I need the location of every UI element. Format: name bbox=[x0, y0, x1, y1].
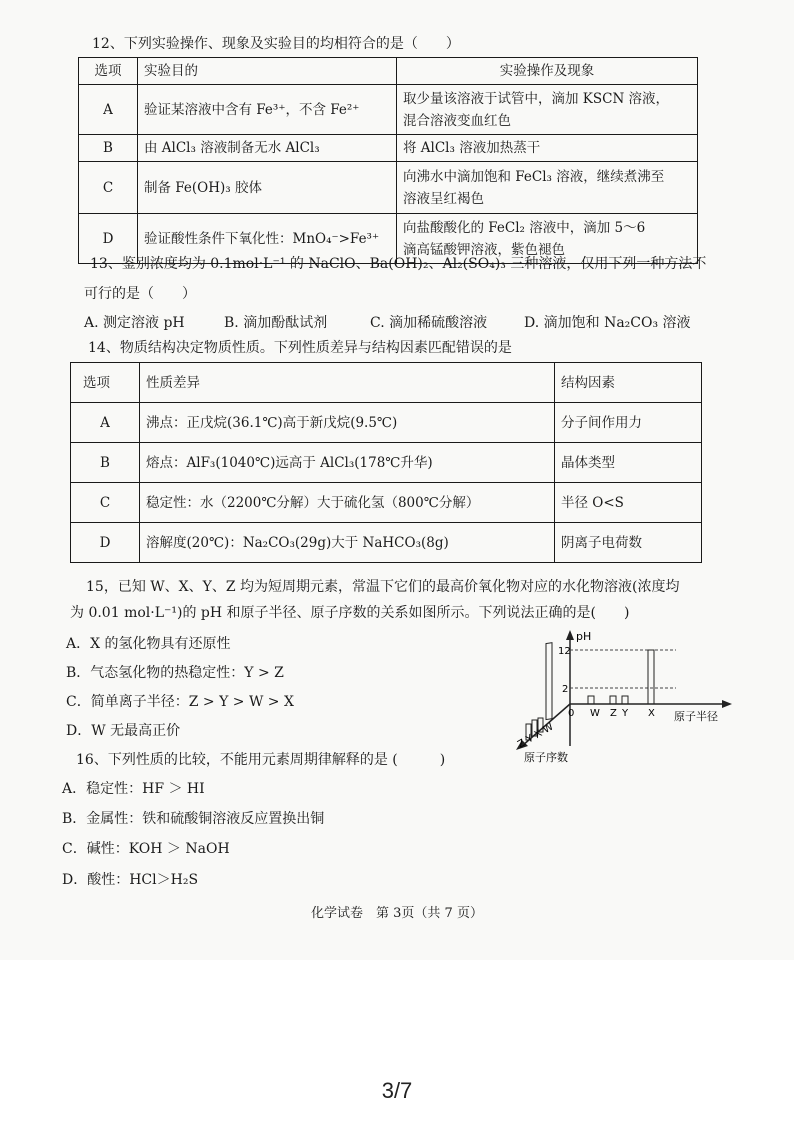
axis-letter-z: Z bbox=[610, 708, 617, 719]
header-goal: 实验目的 bbox=[138, 58, 397, 85]
q16-option-d: D．酸性：HCl＞H₂S bbox=[62, 872, 199, 888]
row-operation bbox=[397, 135, 698, 162]
q16-option-a: A．稳定性：HF ＞ HI bbox=[62, 781, 205, 797]
radius-axis-arrow bbox=[722, 700, 732, 708]
row-factor: 晶体类型 bbox=[555, 443, 702, 483]
row-option: B bbox=[71, 443, 140, 483]
q13-option-a: A. 测定溶液 pH bbox=[84, 315, 185, 331]
table-row bbox=[71, 523, 702, 563]
row-goal: 制备 Fe(OH)₃ 胶体 bbox=[138, 162, 397, 214]
q16-stem: 16、下列性质的比较，不能用元素周期律解释的是 ( ) bbox=[76, 752, 446, 768]
ph-axis-arrow bbox=[566, 630, 574, 640]
q14-stem: 14、物质结构决定物质性质。下列性质差异与结构因素匹配错误的是 bbox=[88, 340, 512, 356]
tick-2: 2 bbox=[562, 684, 569, 695]
row-option: A bbox=[79, 85, 138, 135]
q13-option-d: D. 滴加饱和 Na₂CO₃ 溶液 bbox=[524, 315, 691, 331]
q15-figure bbox=[500, 628, 740, 768]
q16-option-b: B．金属性：铁和硫酸铜溶液反应置换出铜 bbox=[62, 811, 325, 827]
table-row bbox=[71, 403, 702, 443]
table-row bbox=[71, 483, 702, 523]
q15-option-b: B．气态氢化物的热稳定性：Y > Z bbox=[66, 665, 284, 681]
operation-line: 溶液呈红褐色 bbox=[403, 190, 484, 207]
table-header-row bbox=[79, 58, 698, 85]
q14-table bbox=[70, 362, 702, 563]
row-option: C bbox=[71, 483, 140, 523]
bar-y bbox=[622, 696, 628, 704]
page-footer: 化学试卷 第 3页（共 7 页） bbox=[311, 906, 483, 921]
bar-x bbox=[648, 650, 654, 704]
q13-stem-line2: 可行的是（ ） bbox=[84, 286, 196, 302]
q15-option-d: D．W 无最高正价 bbox=[66, 723, 181, 739]
row-difference: 沸点：正戊烷(36.1℃)高于新戊烷(9.5℃) bbox=[140, 403, 555, 443]
operation-line: 取少量该溶液于试管中，滴加 KSCN 溶液， bbox=[403, 90, 670, 107]
axis-letter-x: X bbox=[648, 708, 655, 719]
row-option: D bbox=[71, 523, 140, 563]
header-operation: 实验操作及现象 bbox=[397, 58, 698, 85]
row-difference: 熔点：AlF₃(1040℃)远高于 AlCl₃(178℃升华) bbox=[140, 443, 555, 483]
q15-stem-line2: 为 0.01 mol·L⁻¹)的 pH 和原子半径、原子序数的关系如图所示。下列说法正确的是( ) bbox=[70, 605, 630, 621]
operation-line: 将 AlCl₃ 溶液加热蒸干 bbox=[403, 140, 541, 156]
row-goal: 由 AlCl₃ 溶液制备无水 AlCl₃ bbox=[138, 135, 397, 162]
row-factor: 分子间作用力 bbox=[555, 403, 702, 443]
front-letters: Z Y X W bbox=[516, 721, 556, 751]
q13-option-b: B. 滴加酚酞试剂 bbox=[224, 315, 328, 331]
header-difference: 性质差异 bbox=[140, 363, 555, 403]
row-goal: 验证酸性条件下氧化性：MnO₄⁻>Fe³⁺ bbox=[138, 214, 397, 264]
page-indicator: 3/7 bbox=[381, 1078, 413, 1103]
row-goal: 验证某溶液中含有 Fe³⁺，不含 Fe²⁺ bbox=[138, 85, 397, 135]
row-option: D bbox=[79, 214, 138, 264]
tick-12: 12 bbox=[558, 646, 571, 657]
row-factor: 阴离子电荷数 bbox=[555, 523, 702, 563]
header-factor: 结构因素 bbox=[555, 363, 702, 403]
q13-option-c: C. 滴加稀硫酸溶液 bbox=[370, 315, 488, 331]
q16-option-c: C．碱性：KOH ＞ NaOH bbox=[62, 841, 230, 857]
table-row bbox=[79, 135, 698, 162]
row-option: B bbox=[79, 135, 138, 162]
bar-w bbox=[588, 696, 594, 704]
ph-axis-label: pH bbox=[576, 630, 592, 643]
header-option: 选项 bbox=[71, 363, 140, 403]
radius-axis-label: 原子半径 bbox=[674, 710, 718, 723]
row-operation bbox=[397, 162, 698, 214]
table-header-row bbox=[71, 363, 702, 403]
origin-label: 0 bbox=[568, 708, 575, 719]
q15-stem-line1: 15，已知 W、X、Y、Z 均为短周期元素，常温下它们的最高价氧化物对应的水化物溶液(浓度均 bbox=[86, 579, 680, 595]
axis-letter-y: Y bbox=[622, 708, 629, 719]
q12-stem: 12、下列实验操作、现象及实验目的均相符合的是（ ） bbox=[92, 36, 460, 52]
row-option: A bbox=[71, 403, 140, 443]
operation-line: 向盐酸酸化的 FeCl₂ 溶液中，滴加 5～6 bbox=[403, 219, 646, 236]
row-factor: 半径 O<S bbox=[555, 483, 702, 523]
q15-option-a: A．X 的氢化物具有还原性 bbox=[66, 636, 231, 652]
table-row bbox=[71, 443, 702, 483]
operation-line: 滴高锰酸钾溶液，紫色褪色 bbox=[403, 241, 565, 258]
table-row bbox=[79, 162, 698, 214]
table-row bbox=[79, 85, 698, 135]
bar-z bbox=[610, 696, 616, 704]
axis-letter-w: W bbox=[590, 708, 600, 719]
operation-line: 向沸水中滴加饱和 FeCl₃ 溶液，继续煮沸至 bbox=[403, 168, 665, 185]
row-difference: 稳定性：水（2200℃分解）大于硫化氢（800℃分解） bbox=[140, 483, 555, 523]
header-option: 选项 bbox=[79, 58, 138, 85]
operation-line: 混合溶液变血红色 bbox=[403, 112, 511, 129]
row-difference: 溶解度(20℃)：Na₂CO₃(29g)大于 NaHCO₃(8g) bbox=[140, 523, 555, 563]
q12-table bbox=[78, 57, 698, 264]
q13-stem-line1: 13、鉴别浓度均为 0.1mol·L⁻¹ 的 NaClO、Ba(OH)₂、Al₂(SO₄)₃ 三种溶液，仅用下列一种方法不 bbox=[90, 256, 707, 272]
atomic-number-axis-label: 原子序数 bbox=[524, 751, 568, 764]
q15-option-c: C．简单离子半径：Z > Y > W > X bbox=[66, 694, 294, 710]
front-bar-x bbox=[546, 643, 552, 720]
row-option: C bbox=[79, 162, 138, 214]
row-operation bbox=[397, 85, 698, 135]
